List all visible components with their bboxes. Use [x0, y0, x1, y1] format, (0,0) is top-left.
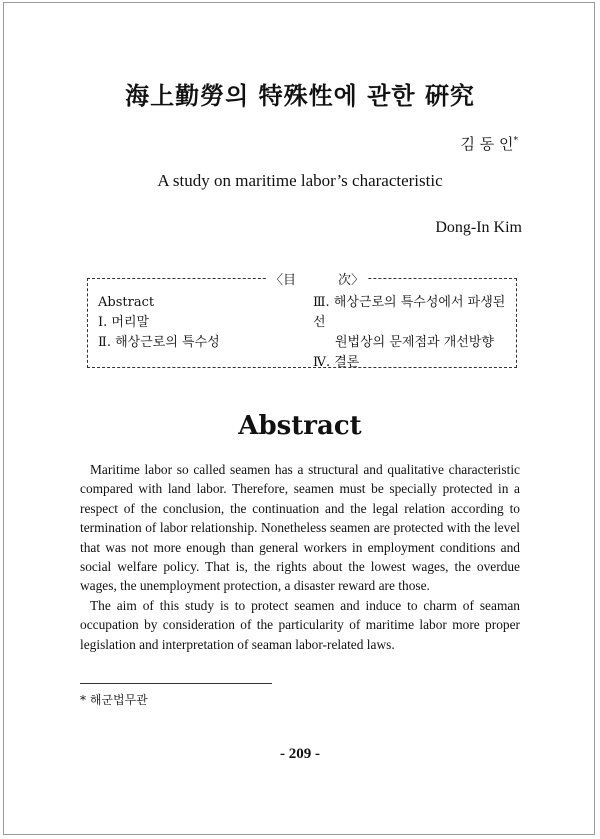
toc-item: Ⅳ. 결론 — [313, 355, 360, 370]
toc-item: Abstract — [98, 295, 155, 310]
paper-title: 海上勤勞의 特殊性에 관한 硏究 — [125, 81, 475, 110]
author-footnote-mark: * — [513, 136, 518, 146]
footnote: * 해군법무관 — [80, 693, 148, 707]
table-of-contents — [87, 273, 517, 370]
toc-heading-open: 〈目 — [270, 273, 297, 288]
toc-item: Ⅲ. 해상근로의 특수성에서 파생된 선 — [313, 295, 506, 330]
toc-item-continuation: 원법상의 문제점과 개선방향 — [335, 335, 494, 350]
abstract-body — [80, 460, 520, 654]
toc-left-column — [98, 293, 220, 353]
toc-right-column — [313, 293, 516, 373]
footnote-rule — [80, 683, 272, 684]
toc-heading-close: 次〉 — [338, 273, 365, 288]
abstract-paragraph: Maritime labor so called seamen has a structural and qualitative characteristic compared with land labor. Therefore, seamen must be specially protected in a respect of the conclusion, the continuation and the legal relation according to termination of labor relationship. Nonetheless seamen are protected with the level that was not more enough than general workers in employment conditions and social welfare policy. That is, the rights about the lowest wages, the overdue wages, the unemployment protection, a disaster reward are those. — [80, 462, 520, 594]
toc-item: Ⅰ. 머리말 — [98, 315, 150, 330]
paper-title-english: A study on maritime labor’s characteristic — [157, 171, 443, 190]
page-number: - 209 - — [280, 746, 320, 762]
abstract-heading: Abstract — [238, 411, 362, 441]
author-korean — [460, 133, 518, 154]
toc-heading — [266, 269, 368, 288]
toc-item: Ⅱ. 해상근로의 특수성 — [98, 335, 220, 350]
author-english: Dong-In Kim — [435, 219, 522, 236]
abstract-paragraph: The aim of this study is to protect seamen and induce to charm of seaman occupation by consideration of the particularity of maritime labor more proper legislation and interpretation of seaman labor-related laws. — [80, 597, 520, 652]
author-korean-name: 김 동 인 — [460, 135, 514, 153]
